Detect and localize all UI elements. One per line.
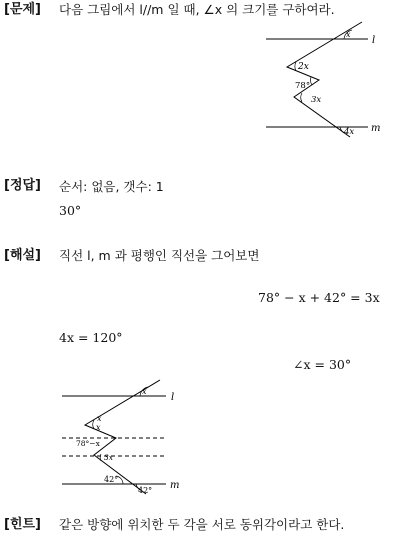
label-78-minus-x: 78°−x: [76, 439, 100, 448]
figure-1: [262, 20, 392, 145]
hint-label: [힌트]: [4, 517, 41, 532]
figure-2: [58, 378, 188, 500]
arc-3x: [100, 454, 101, 461]
label-42-b: 42°: [138, 486, 153, 495]
label-3x: 3x: [104, 453, 114, 462]
label-l: l: [372, 35, 376, 46]
arc-2x: [295, 62, 296, 71]
label-4x: 4x: [344, 127, 355, 137]
arc-78: [310, 77, 312, 85]
label-42-a: 42°: [104, 475, 119, 484]
answer-meta: 순서: 없음, 갯수: 1: [59, 179, 164, 194]
label-x2: x: [96, 423, 101, 432]
label-m: m: [371, 123, 381, 134]
equation-2: 4x = 120°: [59, 330, 123, 345]
problem-label: [문제]: [4, 2, 41, 17]
arc-3x: [301, 93, 302, 102]
label-3x: 3x: [311, 95, 322, 105]
equation-3: ∠x = 30°: [293, 357, 352, 372]
answer-value: 30°: [59, 203, 82, 218]
arc-x: [93, 420, 94, 429]
zigzag-path: [85, 380, 160, 494]
label-l: l: [171, 392, 175, 403]
label-m: m: [170, 480, 180, 491]
label-2x: 2x: [298, 62, 309, 72]
hint-text: 같은 방향에 위치한 두 각을 서로 동위각이라고 한다.: [59, 517, 345, 532]
label-x-top: x: [142, 387, 147, 396]
equation-1: 78° − x + 42° = 3x: [258, 290, 380, 305]
label-x: x: [346, 30, 351, 39]
label-x1: x: [97, 414, 102, 423]
explanation-label: [해설]: [4, 248, 41, 263]
answer-label: [정답]: [4, 178, 41, 193]
explanation-line1: 직선 l, m 과 평행인 직선을 그어보면: [59, 248, 260, 263]
problem-text: 다음 그림에서 l//m 일 때, ∠x 의 크기를 구하여라.: [59, 2, 335, 17]
label-78: 78°: [295, 81, 311, 91]
